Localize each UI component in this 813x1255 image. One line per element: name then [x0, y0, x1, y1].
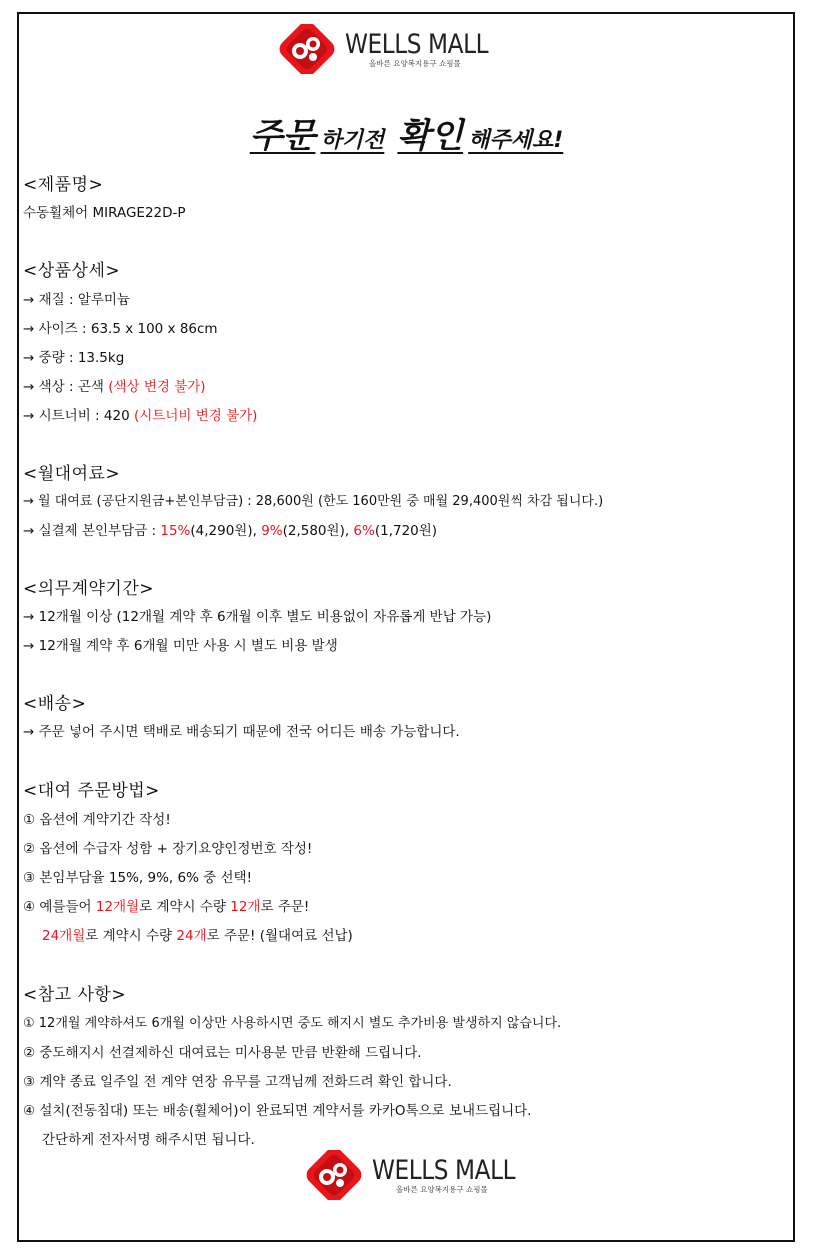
section-title-details: <상품상세> [23, 261, 121, 281]
order-step-1: ① 옵션에 계약기간 작성! [23, 812, 171, 828]
note-2: ② 중도해지시 선결제하신 대여료는 미사용분 만큼 반환해 드립니다. [23, 1045, 422, 1061]
note-4-continued: 간단하게 전자서명 해주시면 됩니다. [42, 1132, 255, 1148]
section-title-notes: <참고 사항> [23, 985, 127, 1005]
logo-brand-text: WELLS MALL [345, 28, 489, 60]
headline [0, 108, 813, 157]
section-title-contract-period: <의무계약기간> [23, 579, 155, 599]
product-name-value: 수동휠체어 MIRAGE22D-P [23, 205, 186, 221]
note-4: ④ 설치(전동침대) 또는 배송(휠체어)이 완료되면 계약서를 카카O톡으로 보내드립니다. [23, 1103, 532, 1119]
contract-period-line-1: → 12개월 이상 (12개월 계약 후 6개월 이후 별도 비용없이 자유롭게 반납 가능) [23, 609, 492, 625]
order-step-4: ④ 예를들어 12개월로 계약시 수량 12개로 주문! [23, 899, 310, 915]
order-step-2: ② 옵션에 수급자 성함 + 장기요양인정번호 작성! [23, 841, 313, 857]
wells-mall-logo-bottom [302, 1150, 538, 1200]
order-step-3: ③ 본임부담율 15%, 9%, 6% 중 선택! [23, 870, 253, 886]
wells-mall-logo-icon [275, 24, 339, 74]
rental-fee-monthly: → 월 대여료 (공단지원금+본인부담금) : 28,600원 (한도 160만원 중 매월 29,400원씩 차감 됩니다.) [23, 494, 604, 509]
detail-weight: → 중량 : 13.5kg [23, 350, 125, 366]
logo-tagline: 올바른 요양복지용구 쇼핑몰 [369, 58, 461, 68]
logo-tagline: 올바른 요양복지용구 쇼핑몰 [396, 1184, 488, 1194]
headline-before: 하기전 [320, 128, 385, 153]
shipping-line: → 주문 넣어 주시면 택배로 배송되기 때문에 전국 어디든 배송 가능합니다. [23, 724, 460, 740]
rental-fee-copay: → 실결제 본인부담금 : 15%(4,290원), 9%(2,580원), 6%(1,720원) [23, 523, 438, 539]
section-title-product-name: <제품명> [23, 175, 104, 195]
contract-period-line-2: → 12개월 계약 후 6개월 미만 사용 시 별도 비용 발생 [23, 638, 338, 654]
note-1: ① 12개월 계약하셔도 6개월 이상만 사용하시면 중도 해지시 별도 추가비용 발생하지 않습니다. [23, 1016, 562, 1031]
headline-check: 확인 [397, 116, 464, 156]
logo-brand-text: WELLS MALL [372, 1154, 516, 1186]
detail-size: → 사이즈 : 63.5 x 100 x 86cm [23, 321, 218, 337]
headline-please: 해주세요! [468, 128, 564, 153]
wells-mall-logo-top [275, 24, 511, 74]
detail-material: → 재질 : 알루미늄 [23, 292, 130, 308]
detail-color: → 색상 : 곤색 (색상 변경 불가) [23, 379, 206, 395]
order-step-4-continued: 24개월로 계약시 수량 24개로 주문! (월대여료 선납) [42, 928, 353, 944]
detail-seat-width: → 시트너비 : 420 (시트너비 변경 불가) [23, 408, 258, 424]
detail-color-note: (색상 변경 불가) [108, 379, 206, 395]
section-title-shipping: <배송> [23, 694, 87, 714]
headline-order: 주문 [249, 116, 316, 156]
wells-mall-logo-icon [302, 1150, 366, 1200]
detail-seat-width-note: (시트너비 변경 불가) [133, 408, 258, 424]
note-3: ③ 계약 종료 일주일 전 계약 연장 유무를 고객님께 전화드려 확인 합니다. [23, 1074, 452, 1090]
section-title-rental-fee: <월대여료> [23, 464, 121, 484]
section-title-order-method: <대여 주문방법> [23, 781, 160, 801]
